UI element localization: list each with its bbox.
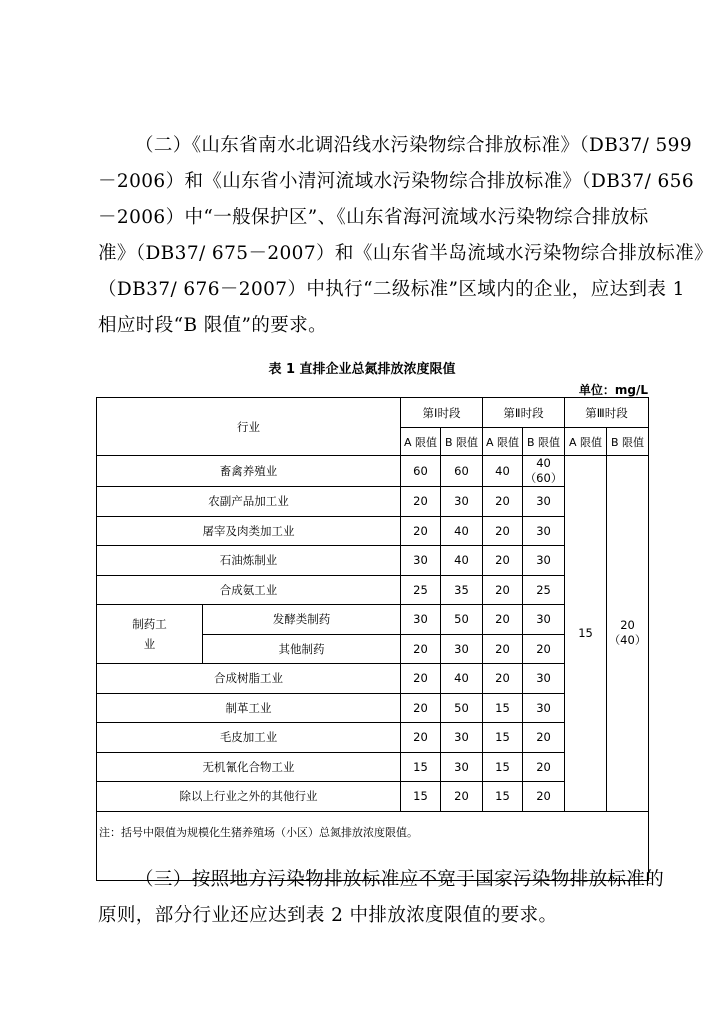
p2-b-value: 20 xyxy=(523,782,565,812)
p2-a-value: 15 xyxy=(483,723,523,753)
industry-name: 合成氨工业 xyxy=(97,575,401,605)
p2-b-value: 30 xyxy=(523,516,565,546)
industry-name: 畜禽养殖业 xyxy=(97,456,401,487)
table-row xyxy=(97,456,649,487)
paragraph-standards-2 xyxy=(98,862,665,934)
p2-b-value: 20 xyxy=(523,752,565,782)
p2-b-value: 20 xyxy=(523,634,565,664)
p2-a-value: 20 xyxy=(483,605,523,635)
p2-a-value: 15 xyxy=(483,693,523,723)
p1-b-value: 30 xyxy=(441,487,483,517)
p3-a-value: 15 xyxy=(565,456,607,812)
p1-b-value: 30 xyxy=(441,723,483,753)
header-period-1: 第Ⅰ时段 xyxy=(401,398,483,428)
p1-a-value: 60 xyxy=(401,456,441,487)
p1-a-value: 25 xyxy=(401,575,441,605)
header-b-limit: B 限值 xyxy=(523,428,565,456)
p1-a-value: 20 xyxy=(401,664,441,694)
paragraph-line: 原则，部分行业还应达到表 2 中排放浓度限值的要求。 xyxy=(98,905,558,926)
table-note: 注：括号中限值为规模化生猪养殖场（小区）总氮排放浓度限值。 xyxy=(97,811,649,880)
p1-b-value: 60 xyxy=(441,456,483,487)
paragraph-line: 准》（DB37/ 675－2007）和《山东省半岛流域水污染物综合排放标准》 xyxy=(98,243,713,264)
paragraph-standards-1 xyxy=(98,128,713,344)
p1-b-value: 40 xyxy=(441,516,483,546)
p1-b-value: 40 xyxy=(441,664,483,694)
industry-name: 屠宰及肉类加工业 xyxy=(97,516,401,546)
paragraph-line: （二）《山东省南水北调沿线水污染物综合排放标准》（DB37/ 599 xyxy=(135,135,692,156)
header-b-limit: B 限值 xyxy=(441,428,483,456)
table-caption: 表 1 直排企业总氮排放浓度限值 xyxy=(268,362,456,377)
p2-a-value: 20 xyxy=(483,634,523,664)
header-period-2: 第Ⅱ时段 xyxy=(483,398,565,428)
p2-b-value: 30 xyxy=(523,546,565,576)
p1-b-value: 30 xyxy=(441,634,483,664)
industry-name: 无机氰化合物工业 xyxy=(97,752,401,782)
industry-name: 其他制药 xyxy=(203,634,401,664)
header-row-periods xyxy=(97,398,649,428)
header-a-limit: A 限值 xyxy=(401,428,441,456)
header-a-limit: A 限值 xyxy=(565,428,607,456)
industry-name: 除以上行业之外的其他行业 xyxy=(97,782,401,812)
p2-a-value: 20 xyxy=(483,487,523,517)
industry-name: 农副产品加工业 xyxy=(97,487,401,517)
industry-name: 毛皮加工业 xyxy=(97,723,401,753)
industry-name: 制革工业 xyxy=(97,693,401,723)
p2-b-value: 30 xyxy=(523,664,565,694)
p1-b-value: 35 xyxy=(441,575,483,605)
p1-a-value: 30 xyxy=(401,546,441,576)
paragraph-line: （DB37/ 676－2007）中执行“二级标准”区域内的企业，应达到表 1 xyxy=(98,279,685,300)
p1-a-value: 20 xyxy=(401,693,441,723)
table-unit: 单位：mg/L xyxy=(578,383,648,397)
p2-a-value: 20 xyxy=(483,575,523,605)
p1-b-value: 40 xyxy=(441,546,483,576)
paragraph-line: 相应时段“B 限值”的要求。 xyxy=(98,315,327,336)
p1-a-value: 20 xyxy=(401,634,441,664)
p2-a-value: 20 xyxy=(483,546,523,576)
p2-b-value: 30 xyxy=(523,487,565,517)
paragraph-line: －2006）中“一般保护区”、《山东省海河流域水污染物综合排放标 xyxy=(98,207,649,228)
p1-a-value: 15 xyxy=(401,752,441,782)
p1-b-value: 20 xyxy=(441,782,483,812)
p1-b-value: 50 xyxy=(441,605,483,635)
p2-a-value: 15 xyxy=(483,752,523,782)
paragraph-line: －2006）和《山东省小清河流域水污染物综合排放标准》（DB37/ 656 xyxy=(98,171,695,192)
paragraph-line: （三）按照地方污染物排放标准应不宽于国家污染物排放标准的 xyxy=(135,869,665,890)
p1-a-value: 20 xyxy=(401,723,441,753)
p2-b-value: 30 xyxy=(523,693,565,723)
p2-b-value: 40（60） xyxy=(523,456,565,487)
p1-b-value: 30 xyxy=(441,752,483,782)
header-period-3: 第Ⅲ时段 xyxy=(565,398,649,428)
p2-b-value: 30 xyxy=(523,605,565,635)
header-b-limit: B 限值 xyxy=(607,428,649,456)
p1-b-value: 50 xyxy=(441,693,483,723)
nitrogen-limits-table xyxy=(96,397,649,881)
p2-a-value: 20 xyxy=(483,516,523,546)
industry-name: 石油炼制业 xyxy=(97,546,401,576)
p1-a-value: 20 xyxy=(401,516,441,546)
p2-a-value: 15 xyxy=(483,782,523,812)
p1-a-value: 15 xyxy=(401,782,441,812)
industry-name: 合成树脂工业 xyxy=(97,664,401,694)
p1-a-value: 30 xyxy=(401,605,441,635)
header-industry: 行业 xyxy=(97,398,401,456)
p2-b-value: 25 xyxy=(523,575,565,605)
pharma-group-label: 制药工业 xyxy=(97,605,203,664)
industry-name: 发酵类制药 xyxy=(203,605,401,635)
p3-b-value: 20（40） xyxy=(607,456,649,812)
p2-a-value: 40 xyxy=(483,456,523,487)
header-a-limit: A 限值 xyxy=(483,428,523,456)
p1-a-value: 20 xyxy=(401,487,441,517)
p2-a-value: 20 xyxy=(483,664,523,694)
p2-b-value: 20 xyxy=(523,723,565,753)
